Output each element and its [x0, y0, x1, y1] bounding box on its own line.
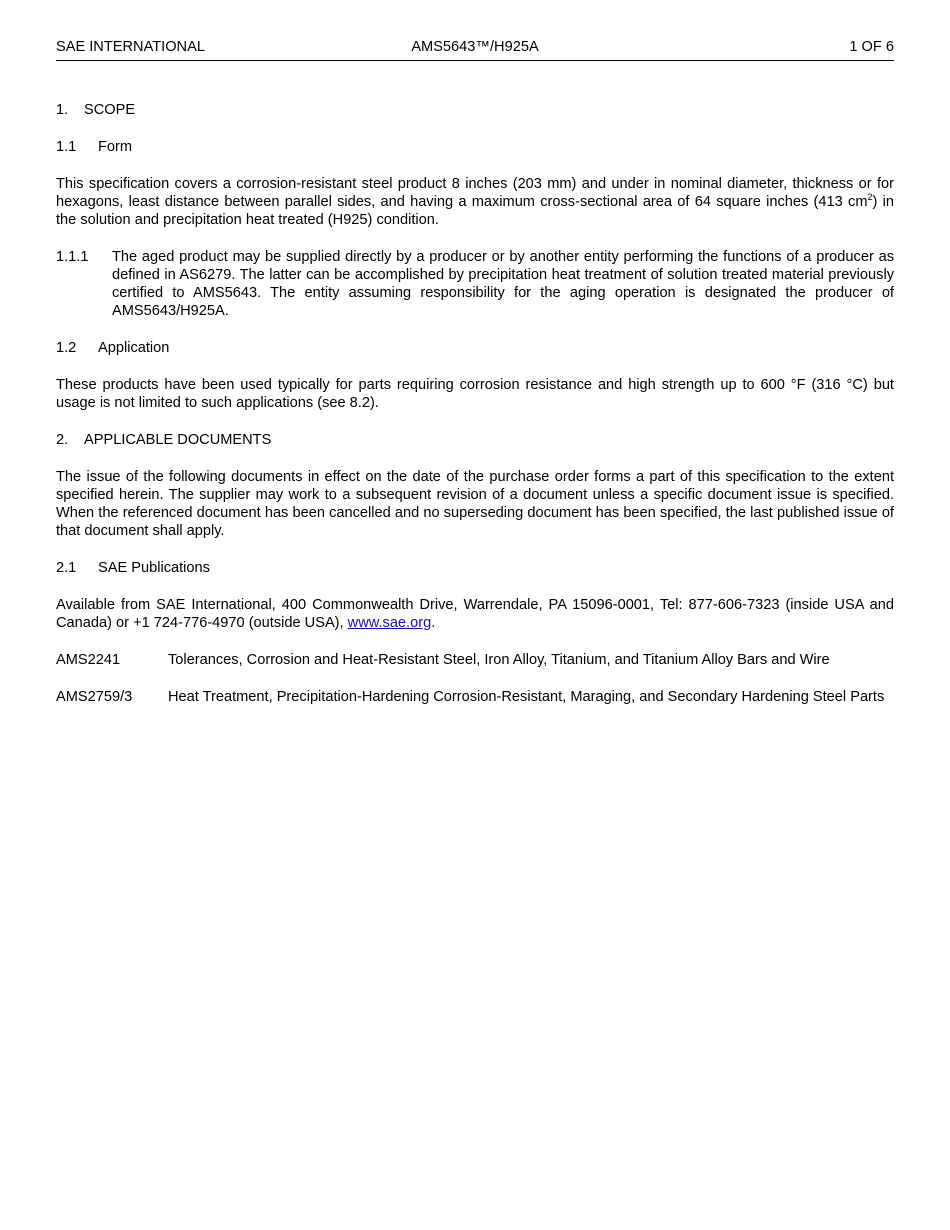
section-heading-form — [56, 138, 894, 156]
section-number: 1.1 — [56, 139, 77, 155]
header-organization: SAE INTERNATIONAL — [56, 39, 205, 55]
reference-description: Heat Treatment, Precipitation-Hardening Corrosion-Resistant, Maraging, and Secondary Hardening Steel Parts — [168, 689, 885, 705]
sae-publications-paragraph — [56, 596, 894, 632]
section-number: 1.2 — [56, 340, 77, 356]
section-title: Application — [98, 340, 170, 356]
section-title: SAE Publications — [98, 560, 210, 576]
sae-website-link[interactable]: www.sae.org — [347, 615, 432, 631]
sae-publications-text-b: . — [431, 615, 436, 631]
section-number: 2. — [56, 432, 69, 448]
section-number: 2.1 — [56, 560, 77, 576]
reference-row — [56, 651, 894, 669]
reference-description: Tolerances, Corrosion and Heat-Resistant Steel, Iron Alloy, Titanium, and Titanium Alloy Bars and Wire — [168, 652, 830, 668]
form-paragraph — [56, 175, 894, 229]
subsection-text: The aged product may be supplied directly by a producer or by another entity performing the functions of a producer as defined in AS6279. The latter can be accomplished by precipitation heat treatment of solution treated material previously certified to AMS5643. The entity assuming responsibility for the aging operation is designated the producer of AMS5643/H925A. — [112, 249, 894, 319]
reference-code: AMS2241 — [56, 652, 121, 668]
header-page-number: 1 OF 6 — [849, 39, 894, 55]
section-title: APPLICABLE DOCUMENTS — [84, 432, 272, 448]
section-number: 1. — [56, 102, 69, 118]
superscript: 2 — [867, 192, 873, 203]
applicable-documents-paragraph: The issue of the following documents in effect on the date of the purchase order forms a part of this specification to the extent specified herein. The supplier may work to a subsequent revision of a document unless a specific document issue is specified. When the referenced document has been cancelled and no superseding document has been specified, the last published issue of that document shall apply. — [56, 469, 894, 539]
reference-row — [56, 688, 894, 706]
subsection-1-1-1 — [56, 248, 894, 320]
section-heading-scope — [56, 101, 894, 119]
form-paragraph-text-b: ) in the solution and precipitation heat treated (H925) condition. — [56, 194, 894, 228]
section-title: SCOPE — [84, 102, 136, 118]
reference-code: AMS2759/3 — [56, 689, 133, 705]
application-paragraph: These products have been used typically for parts requiring corrosion resistance and high strength up to 600 °F (316 °C) but usage is not limited to such applications (see 8.2). — [56, 377, 894, 411]
subsection-number: 1.1.1 — [56, 249, 89, 265]
sae-publications-text-a: Available from SAE International, 400 Commonwealth Drive, Warrendale, PA 15096-0001, Tel: 877-606-7323 (inside USA and Canada) or +1 724-776-4970 (outside USA), — [56, 597, 894, 631]
section-heading-applicable-documents — [56, 431, 894, 449]
form-paragraph-text-a: This specification covers a corrosion-resistant steel product 8 inches (203 mm) and under in nominal diameter, thickness or for hexagons, least distance between parallel sides, and having a maximum cross-sectional area of 64 square inches (413 cm — [56, 176, 894, 210]
section-title: Form — [98, 139, 133, 155]
document-body — [56, 101, 894, 725]
header-document-id: AMS5643™/H925A — [411, 39, 539, 55]
section-heading-application — [56, 339, 894, 357]
page-header — [56, 38, 894, 61]
section-heading-sae-publications — [56, 559, 894, 577]
